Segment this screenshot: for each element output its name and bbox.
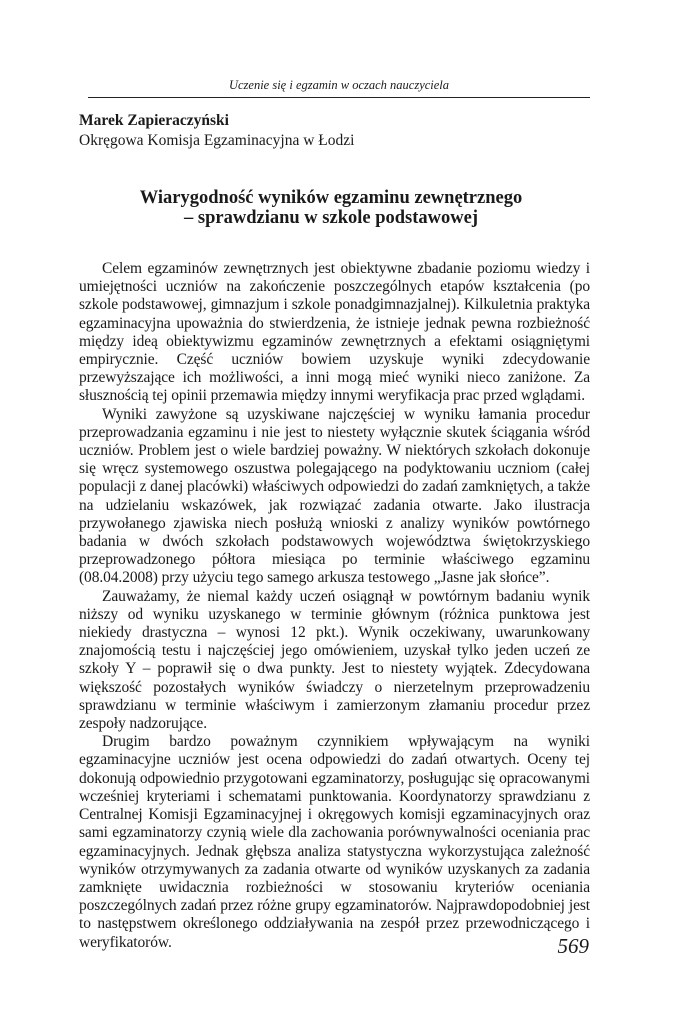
title-line-2: – sprawdzianu w szkole podstawowej [184, 208, 478, 228]
article-title [80, 188, 582, 228]
paragraph-3: Zauważamy, że niemal każdy uczeń osiągnął w powtórnym badaniu wynik niższy od wyniku uzyskanego w terminie głównym (różnica punktowa jest niekiedy drastyczna – wynosi 12 pkt.). Wynik oczekiwany, uwarunkowany znajomością testu i najczęściej jego omówieniem, uzyskał tylko jeden uczeń ze szkoły Y – poprawił się o dwa punkty. Jest to niestety wyjątek. Zdecydowana większość pozostałych wyników świadczy o nierzetelnym przeprowadzeniu sprawdzianu w terminie właściwym i zamierzonym złamaniu procedur przez zespoły nadzorujące. [79, 587, 590, 733]
article-body [79, 260, 590, 952]
title-line-1: Wiarygodność wyników egzaminu zewnętrznego [139, 188, 523, 208]
running-head: Uczenie się i egzamin w oczach nauczyciela [228, 78, 450, 92]
author-name: Marek Zapieraczyński [79, 112, 229, 129]
paragraph-1: Celem egzaminów zewnętrznych jest obiektywne zbadanie poziomu wiedzy i umiejętności uczniów na zakończenie poszczególnych etapów kształcenia (po szkole podstawowej, gimnazjum i szkole ponadgimnazjalnej). Kilkuletnia praktyka egzaminacyjna upoważnia do stwierdzenia, że istnieje jednak pewna rozbieżność między ideą obiektywizmu egzaminów zewnętrznych a efektami osiągniętymi empirycznie. Część uczniów bowiem uzyskuje wyniki zdecydowanie przewyższające ich możliwości, a inni mogą mieć wyniki nieco zaniżone. Za słusznością tej opinii przemawia między innymi weryfikacja prac przed wglądami. [79, 260, 590, 405]
header-rule [88, 97, 590, 98]
page-number: 569 [557, 934, 589, 958]
paragraph-4: Drugim bardzo poważnym czynnikiem wpływającym na wyniki egzaminacyjne uczniów jest ocena odpowiedzi do zadań otwartych. Oceny tej dokonują odpowiednio przygotowani egzaminatorzy, posługując się opracowanymi wcześniej kryteriami i schematami punktowania. Koordynatorzy sprawdzianu z Centralnej Komisji Egzaminacyjnej i okręgowych komisji egzaminacyjnych oraz sami egzaminatorzy czynią wiele dla zachowania porównywalności oceniania prac egzaminacyjnych. Jednak głębsza analiza statystyczna wykorzystująca zależność wyników otrzymywanych za zadania otwarte od wyników uzyskanych za zadania zamknięte uwidacznia rozbieżności w stosowaniu kryteriów oceniania poszczególnych zadań przez różne grupy egzaminatorów. Najprawdopodobniej jest to następstwem określonego oddziaływania na zespół przez przewodniczącego i weryfikatorów. [79, 733, 590, 951]
paragraph-2: Wyniki zawyżone są uzyskiwane najczęściej w wyniku łamania procedur przeprowadzania egzaminu i nie jest to niestety wyłącznie skutek ściągania wśród uczniów. Problem jest o wiele bardziej poważny. W niektórych szkołach dokonuje się wręcz systemowego oszustwa polegającego na podyktowaniu uczniom (całej populacji z danej placówki) właściwych odpowiedzi do zadań zamkniętych, a także na udzielaniu wskazówek, jak rozwiązać zadania otwarte. Jako ilustracja przywołanego zjawiska niech posłużą wnioski z analizy wyników powtórnego badania w dwóch szkołach podstawowych województwa świętokrzyskiego przeprowadzonego półtora miesiąca po terminie właściwego egzaminu (08.04.2008) przy użyciu tego samego arkusza testowego „Jasne jak słońce”. [79, 405, 590, 587]
author-affiliation: Okręgowa Komisja Egzaminacyjna w Łodzi [79, 132, 355, 149]
